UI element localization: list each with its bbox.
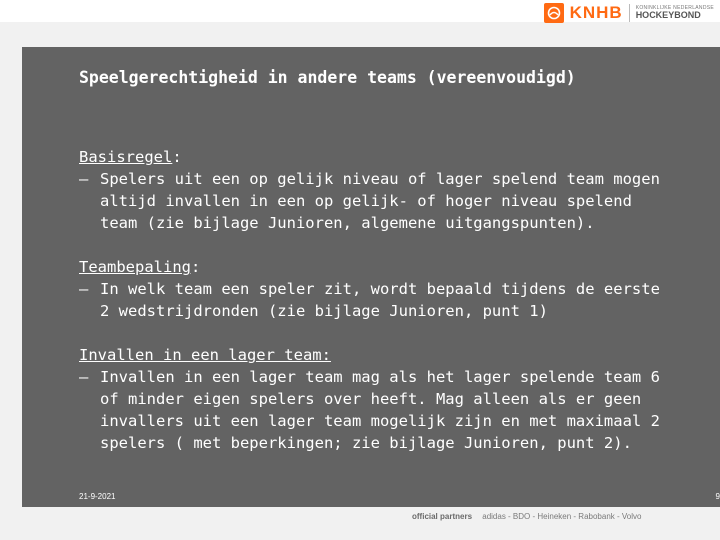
section-heading-text: Teambepaling <box>79 258 191 276</box>
logo-divider <box>629 4 630 22</box>
slide-content <box>79 146 669 476</box>
partners-list: adidas - BDO - Heineken - Rabobank - Volvo <box>482 512 642 521</box>
section-invallen <box>79 344 669 454</box>
bullet-item <box>79 366 669 454</box>
logo-subtitle <box>636 6 714 20</box>
page-number: 9 <box>715 492 720 501</box>
section-heading <box>79 344 669 366</box>
partners-footer <box>412 512 641 521</box>
bullet-dash: – <box>79 280 89 298</box>
section-heading <box>79 256 669 278</box>
section-heading-text: Invallen in een lager team: <box>79 346 331 364</box>
section-heading-suffix: : <box>190 258 201 276</box>
logo-subtitle-big: HOCKEYBOND <box>635 10 701 20</box>
logo-brand: KNHB <box>569 3 623 22</box>
bullet-item <box>79 278 669 322</box>
section-basisregel <box>79 146 669 234</box>
bullet-text: Spelers uit een op gelijk niveau of lager spelend team mogen altijd invallen in een op gelijk- of hoger niveau spelend team (zie bijlage Junioren, algemene uitgangspunten). <box>100 170 660 232</box>
section-heading-text: Basisregel <box>79 148 173 166</box>
slide-title: Speelgerechtigheid in andere teams (vereenvoudigd) <box>79 68 576 87</box>
bullet-dash: – <box>79 170 89 188</box>
section-heading-suffix: : <box>172 148 182 166</box>
knhb-logo <box>544 2 714 24</box>
partners-label: official partners <box>412 512 473 521</box>
section-heading <box>79 146 669 168</box>
slide-date: 21-9-2021 <box>79 492 116 501</box>
hockey-ball-icon <box>544 3 564 23</box>
section-teambepaling <box>79 256 669 322</box>
bullet-text: Invallen in een lager team mag als het lager spelende team 6 of minder eigen spelers over heeft. Mag alleen als er geen invallers uit een lager team mogelijk zijn en met maximaal 2 spelers ( met beperkingen; zie bijlage Junioren, punt 2). <box>100 368 660 452</box>
bullet-dash: – <box>79 368 89 386</box>
bullet-item <box>79 168 669 234</box>
bullet-text: In welk team een speler zit, wordt bepaald tijdens de eerste 2 wedstrijdronden (zie bijlage Junioren, punt 1) <box>100 280 660 320</box>
logo-subtitle-small: KONINKLIJKE NEDERLANDSE <box>635 5 714 11</box>
